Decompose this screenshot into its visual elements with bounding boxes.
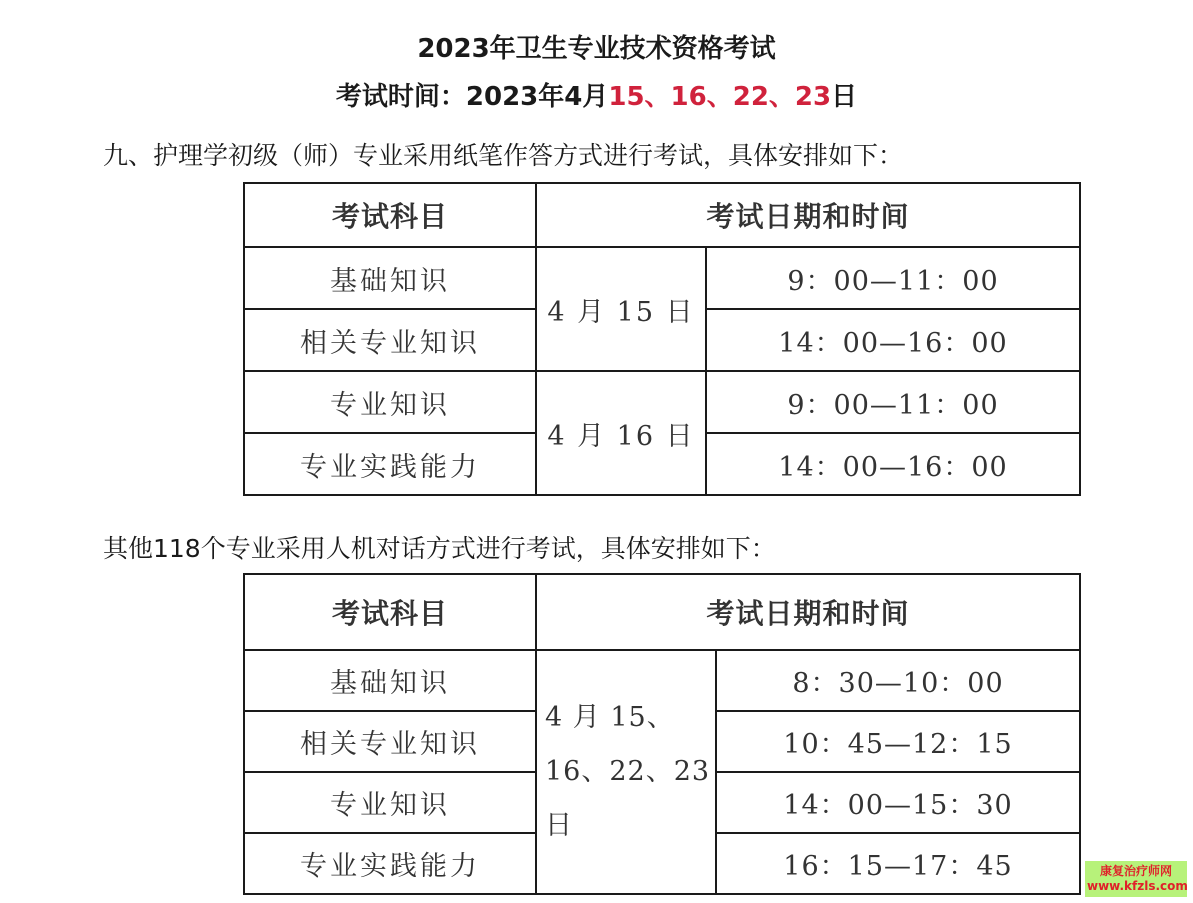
exam-time-dates: 15、16、22、23 — [608, 82, 832, 112]
table-header-row — [244, 183, 1080, 247]
watermark-site-name: 康复治疗师网 — [1099, 864, 1172, 878]
date-cell: 4 月 15、16、22、23 日 — [536, 650, 716, 894]
subject-cell: 专业实践能力 — [244, 433, 536, 495]
computer-exam-schedule-table — [243, 573, 1081, 895]
date-cell: 4 月 16 日 — [536, 371, 706, 495]
page-title: 2023年卫生专业技术资格考试 — [417, 34, 776, 64]
subject-cell: 基础知识 — [244, 247, 536, 309]
watermark-url: www.kfzls.com — [1087, 879, 1188, 893]
table-row — [244, 650, 1080, 711]
subject-cell: 相关专业知识 — [244, 711, 536, 772]
subject-cell: 专业知识 — [244, 772, 536, 833]
time-cell: 9：00—11：00 — [706, 247, 1080, 309]
table-header-row — [244, 574, 1080, 650]
header-date-time: 考试日期和时间 — [536, 183, 1080, 247]
site-watermark — [1085, 861, 1187, 897]
exam-time-line — [0, 76, 1193, 113]
subject-cell: 专业实践能力 — [244, 833, 536, 894]
paper-exam-intro: 九、护理学初级（师）专业采用纸笔作答方式进行考试，具体安排如下： — [103, 141, 904, 170]
computer-exam-intro: 其他118个专业采用人机对话方式进行考试，具体安排如下： — [103, 534, 776, 563]
time-cell: 14：00—15：30 — [716, 772, 1080, 833]
subject-cell: 专业知识 — [244, 371, 536, 433]
table-row — [244, 371, 1080, 433]
subject-cell: 相关专业知识 — [244, 309, 536, 371]
header-subject: 考试科目 — [244, 574, 536, 650]
subject-cell: 基础知识 — [244, 650, 536, 711]
time-cell: 14：00—16：00 — [706, 433, 1080, 495]
table-row — [244, 247, 1080, 309]
time-cell: 9：00—11：00 — [706, 371, 1080, 433]
paper-exam-schedule-table — [243, 182, 1081, 496]
exam-time-suffix: 日 — [831, 82, 858, 112]
exam-time-prefix: 考试时间：2023年4月 — [335, 82, 609, 112]
time-cell: 8：30—10：00 — [716, 650, 1080, 711]
header-subject: 考试科目 — [244, 183, 536, 247]
time-cell: 14：00—16：00 — [706, 309, 1080, 371]
time-cell: 16：15—17：45 — [716, 833, 1080, 894]
date-cell: 4 月 15 日 — [536, 247, 706, 371]
header-date-time: 考试日期和时间 — [536, 574, 1080, 650]
time-cell: 10：45—12：15 — [716, 711, 1080, 772]
